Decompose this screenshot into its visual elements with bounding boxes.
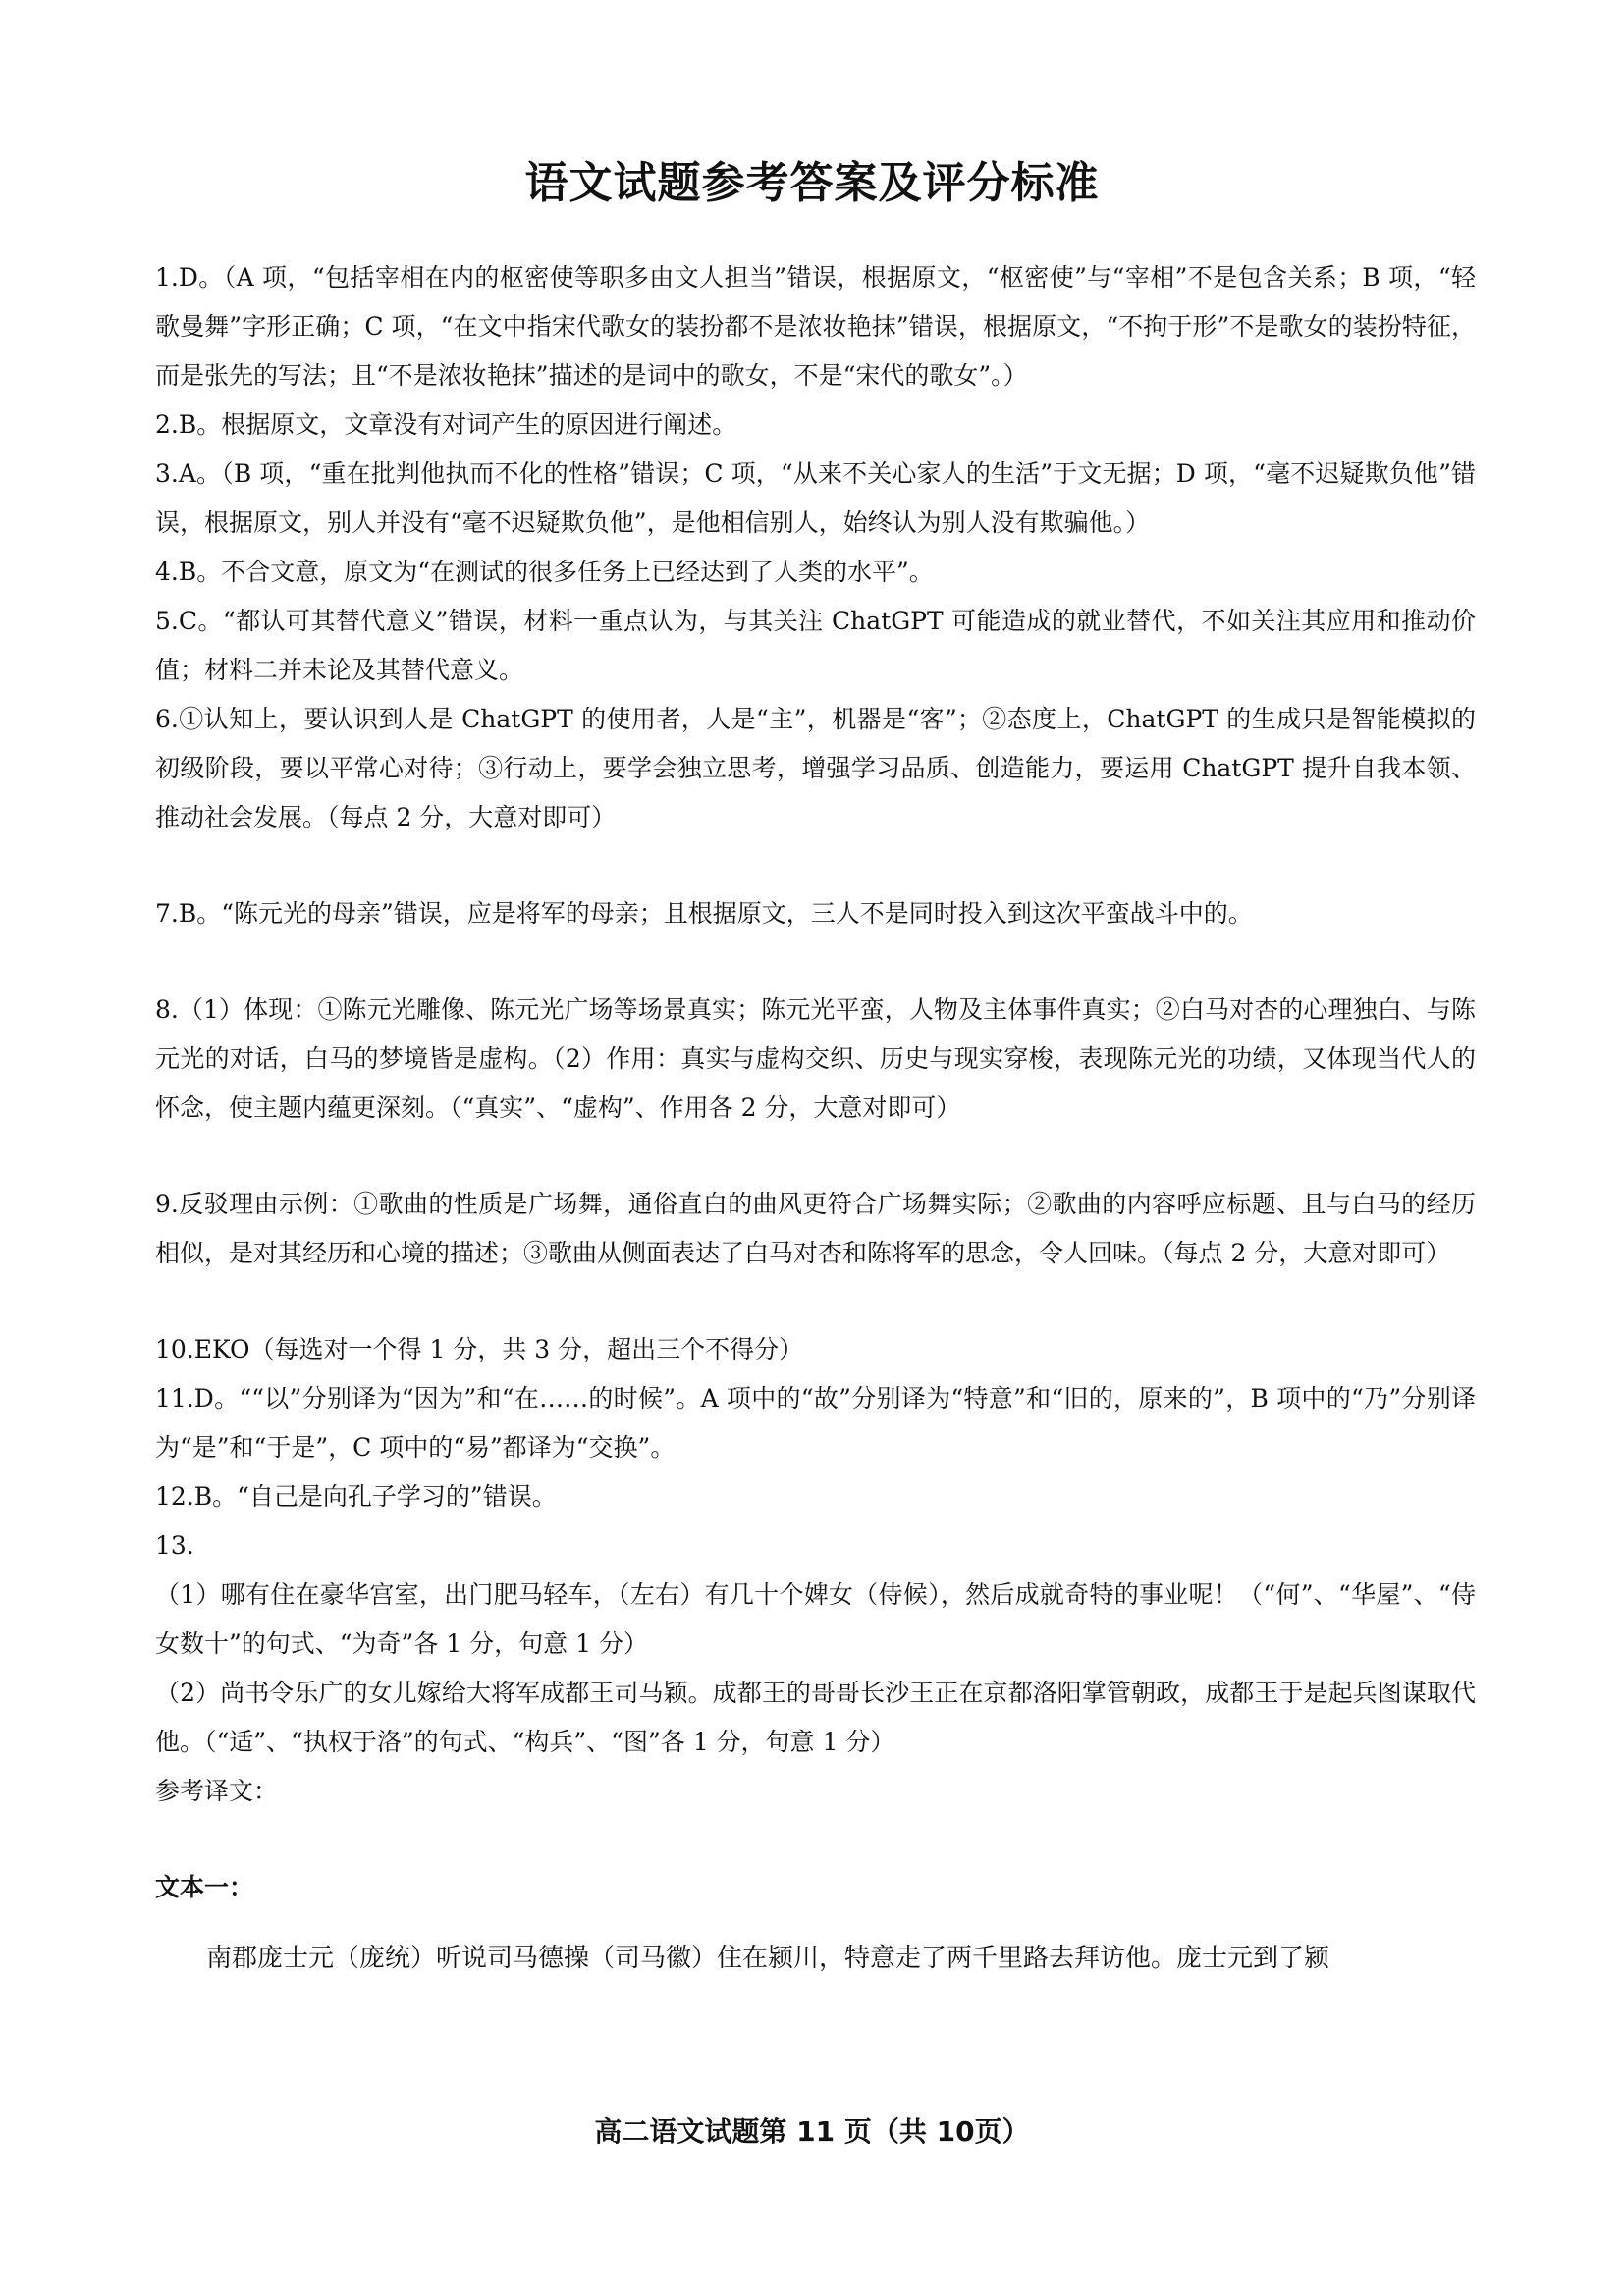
answer-13-part-2: （2）尚书令乐广的女儿嫁给大将军成都王司马颖。成都王的哥哥长沙王正在京都洛阳掌管朝政，成都王于是起兵图谋取代他。（“适”、“执权于洛”的句式、“构兵”、“图”各 1 分，句意 1 分） bbox=[155, 1679, 1476, 1756]
answer-8: 8.（1）体现：①陈元光雕像、陈元光广场等场景真实；陈元光平蛮，人物及主体事件真实；②白马对杏的心理独白、与陈元光的对话，白马的梦境皆是虚构。（2）作用：真实与虚构交织、历史与现实穿梭，表现陈元光的功绩，又体现当代人的怀念，使主题内蕴更深刻。（“真实”、“虚构”、作用各 2 分，大意对即可） bbox=[155, 995, 1476, 1122]
answer-1: 1.D。（A 项，“包括宰相在内的枢密使等职多由文人担当”错误，根据原文，“枢密使”与“宰相”不是包含关系；B 项，“轻歌曼舞”字形正确；C 项，“在文中指宋代歌女的装扮都不是浓妆艳抹”错误，根据原文，“不拘于形”不是歌女的装扮特征，而是张先的写法；且“不是浓妆艳抹”描述的是词中的歌女，不是“宋代的歌女”。） bbox=[155, 263, 1476, 390]
answer-3: 3.A。（B 项，“重在批判他执而不化的性格”错误；C 项，“从来不关心家人的生活”于文无据；D 项，“毫不迟疑欺负他”错误，根据原文，别人并没有“毫不迟疑欺负他”，是他相信别人，始终认为别人没有欺骗他。） bbox=[155, 459, 1476, 537]
page-title: 语文试题参考答案及评分标准 bbox=[524, 158, 1100, 208]
answer-12: 12.B。“自己是向孔子学习的”错误。 bbox=[155, 1482, 557, 1511]
answer-4: 4.B。不合文意，原文为“在测试的很多任务上已经达到了人类的水平”。 bbox=[155, 558, 934, 586]
answer-2: 2.B。根据原文，文章没有对词产生的原因进行阐述。 bbox=[155, 410, 737, 439]
answer-9: 9.反驳理由示例：①歌曲的性质是广场舞，通俗直白的曲风更符合广场舞实际；②歌曲的内容呼应标题、且与白马的经历相似，是对其经历和心境的描述；③歌曲从侧面表达了白马对杏和陈将军的思念，令人回味。（每点 2 分，大意对即可） bbox=[155, 1190, 1476, 1267]
answer-7: 7.B。“陈元光的母亲”错误，应是将军的母亲；且根据原文，三人不是同时投入到这次平蛮战斗中的。 bbox=[155, 899, 1253, 928]
answer-11: 11.D。““以”分别译为“因为”和“在……的时候”。A 项中的“故”分别译为“特意”和“旧的，原来的”，B 项中的“乃”分别译为“是”和“于是”，C 项中的“易”都译为“交换”。 bbox=[155, 1384, 1476, 1462]
answer-content bbox=[155, 253, 1476, 1983]
answer-13-part-1: （1）哪有住在豪华宫室，出门肥马轻车，（左右）有几十个婢女（侍候），然后成就奇特的事业呢！（“何”、“华屋”、“侍女数十”的句式、“为奇”各 1 分，句意 1 分） bbox=[155, 1580, 1476, 1658]
answer-5: 5.C。“都认可其替代意义”错误，材料一重点认为，与其关注 ChatGPT 可能造成的就业替代，不如关注其应用和推动价值；材料二并未论及其替代意义。 bbox=[155, 607, 1476, 684]
answer-13: 13. bbox=[155, 1531, 194, 1560]
page-footer: 高二语文试题第 11 页（共 10页） bbox=[594, 2115, 1030, 2148]
text1-body: 南郡庞士元（庞统）听说司马德操（司马徽）住在颍川，特意走了两千里路去拜访他。庞士元到了颍 bbox=[206, 1944, 1330, 1973]
translation-label: 参考译文： bbox=[155, 1777, 279, 1805]
text1-label: 文本一： bbox=[155, 1873, 254, 1901]
answer-6: 6.①认知上，要认识到人是 ChatGPT 的使用者，人是“主”，机器是“客”；②态度上，ChatGPT 的生成只是智能模拟的初级阶段，要以平常心对待；③行动上，要学会独立思考，增强学习品质、创造能力，要运用 ChatGPT 提升自我本领、推动社会发展。（每点 2 分，大意对即可） bbox=[155, 705, 1476, 831]
answer-10: 10.EKO（每选对一个得 1 分，共 3 分，超出三个不得分） bbox=[155, 1335, 804, 1363]
